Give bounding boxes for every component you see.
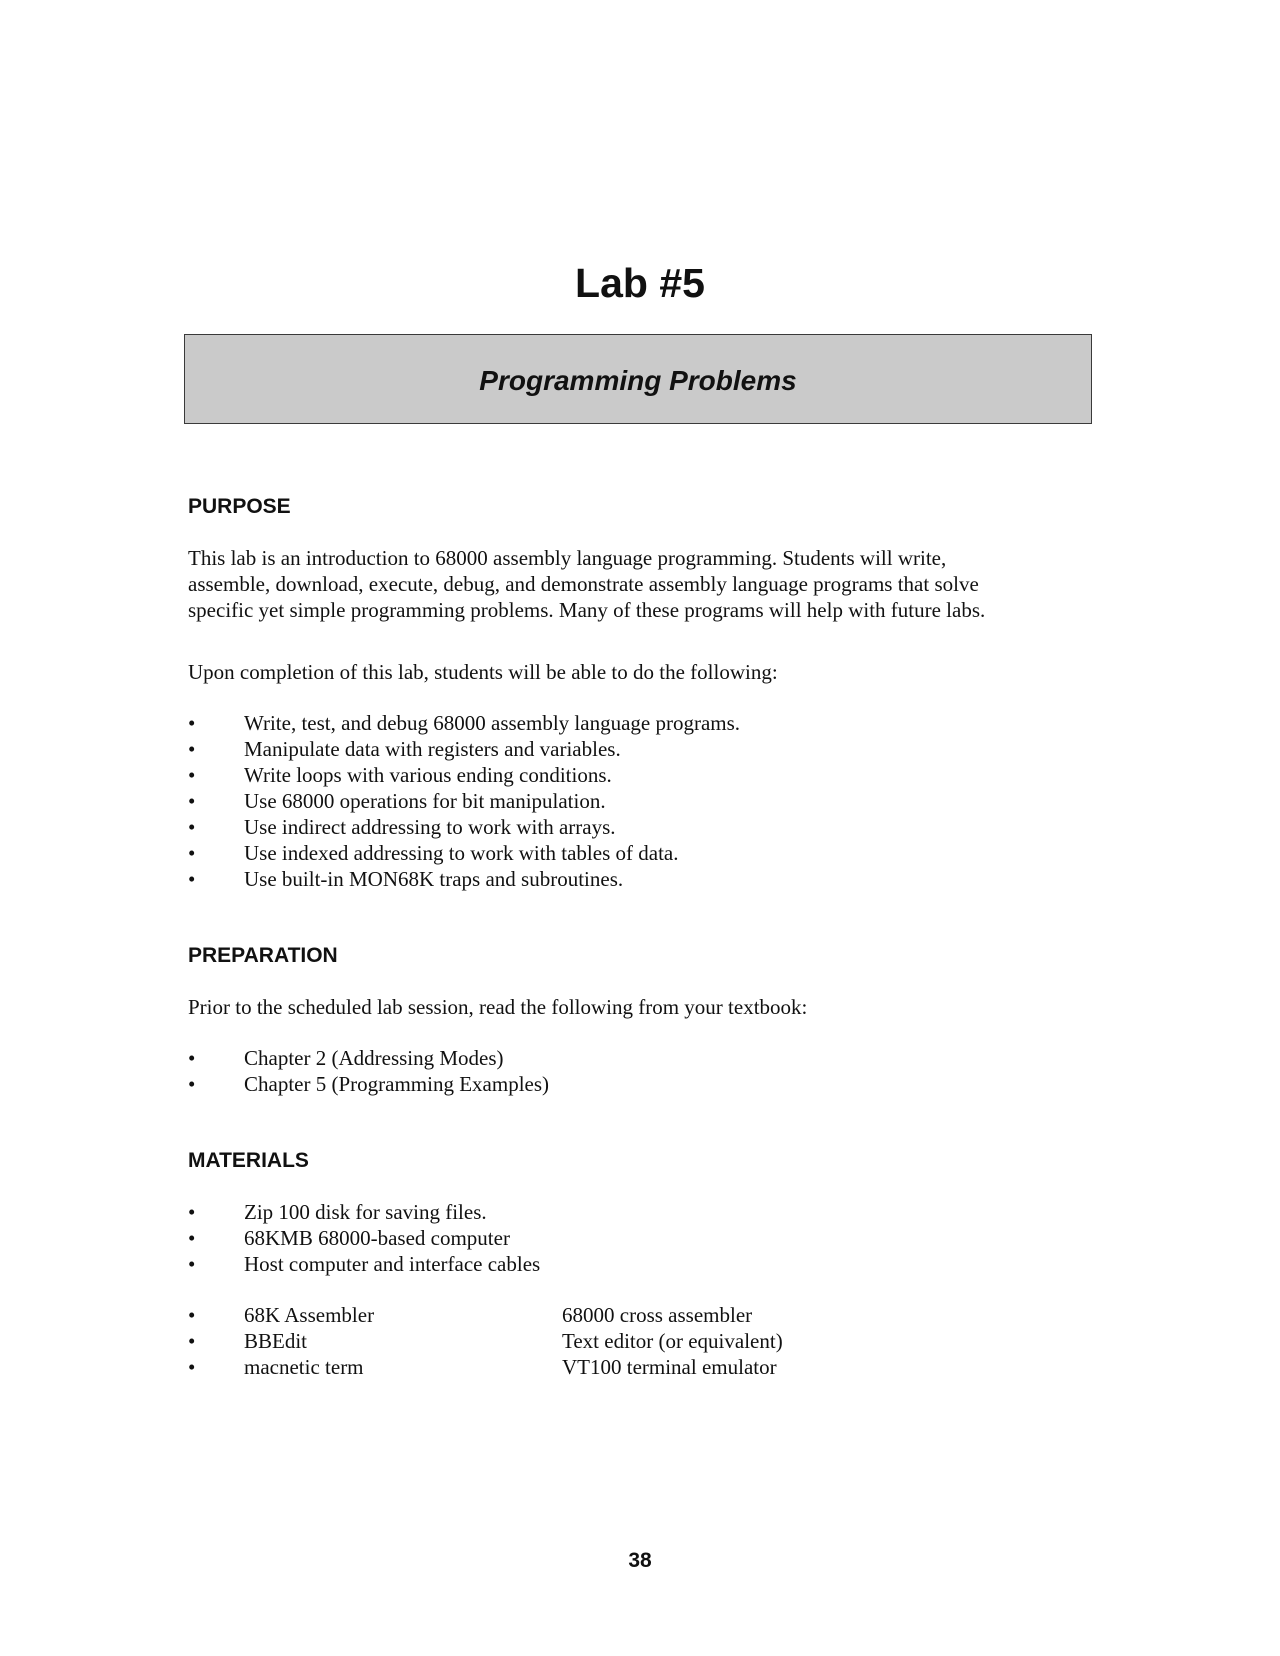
lab-title: Lab #5: [575, 260, 705, 306]
completion-statement: Upon completion of this lab, students will be able to do the following:: [188, 660, 778, 684]
bullet-icon: •: [188, 763, 196, 787]
objective-text: Manipulate data with registers and variables.: [244, 737, 621, 761]
purpose-intro-line: specific yet simple programming problems. Many of these programs will help with future labs.: [188, 598, 986, 622]
bullet-icon: •: [188, 1200, 196, 1224]
objective-text: Use indexed addressing to work with tables of data.: [244, 841, 679, 865]
bullet-icon: •: [188, 815, 196, 839]
software-name: BBEdit: [244, 1329, 308, 1353]
software-name: macnetic term: [244, 1355, 364, 1379]
hardware-text: 68KMB 68000-based computer: [244, 1226, 510, 1250]
objective-text: Use indirect addressing to work with arrays.: [244, 815, 616, 839]
hardware-text: Zip 100 disk for saving files.: [244, 1200, 487, 1224]
bullet-icon: •: [188, 1046, 196, 1070]
bullet-icon: •: [188, 1252, 196, 1276]
reading-text: Chapter 2 (Addressing Modes): [244, 1046, 504, 1070]
hardware-text: Host computer and interface cables: [244, 1252, 541, 1276]
purpose-intro-line: assemble, download, execute, debug, and demonstrate assembly language programs that solve: [188, 572, 979, 596]
objective-text: Use built-in MON68K traps and subroutines.: [244, 867, 624, 891]
bullet-icon: •: [188, 711, 196, 735]
page-number: 38: [628, 1549, 652, 1572]
materials-heading: MATERIALS: [188, 1149, 309, 1172]
objective-text: Use 68000 operations for bit manipulation.: [244, 789, 606, 813]
bullet-icon: •: [188, 1226, 196, 1250]
banner-title: Programming Problems: [479, 365, 797, 396]
software-description: Text editor (or equivalent): [562, 1329, 783, 1353]
bullet-icon: •: [188, 1329, 196, 1353]
bullet-icon: •: [188, 867, 196, 891]
bullet-icon: •: [188, 1303, 196, 1327]
bullet-icon: •: [188, 1072, 196, 1096]
objective-text: Write, test, and debug 68000 assembly language programs.: [244, 711, 741, 735]
reading-text: Chapter 5 (Programming Examples): [244, 1072, 550, 1096]
bullet-icon: •: [188, 841, 196, 865]
objective-text: Write loops with various ending conditions.: [244, 763, 612, 787]
preparation-intro: Prior to the scheduled lab session, read the following from your textbook:: [188, 995, 808, 1019]
bullet-icon: •: [188, 737, 196, 761]
title-banner: [184, 334, 1092, 424]
software-description: VT100 terminal emulator: [562, 1355, 777, 1379]
preparation-heading: PREPARATION: [188, 944, 338, 967]
purpose-intro-line: This lab is an introduction to 68000 assembly language programming. Students will write,: [188, 546, 947, 570]
software-name: 68K Assembler: [244, 1303, 375, 1327]
purpose-intro: [188, 545, 1088, 623]
software-description: 68000 cross assembler: [562, 1303, 753, 1327]
bullet-icon: •: [188, 789, 196, 813]
purpose-heading: PURPOSE: [188, 495, 291, 518]
bullet-icon: •: [188, 1355, 196, 1379]
